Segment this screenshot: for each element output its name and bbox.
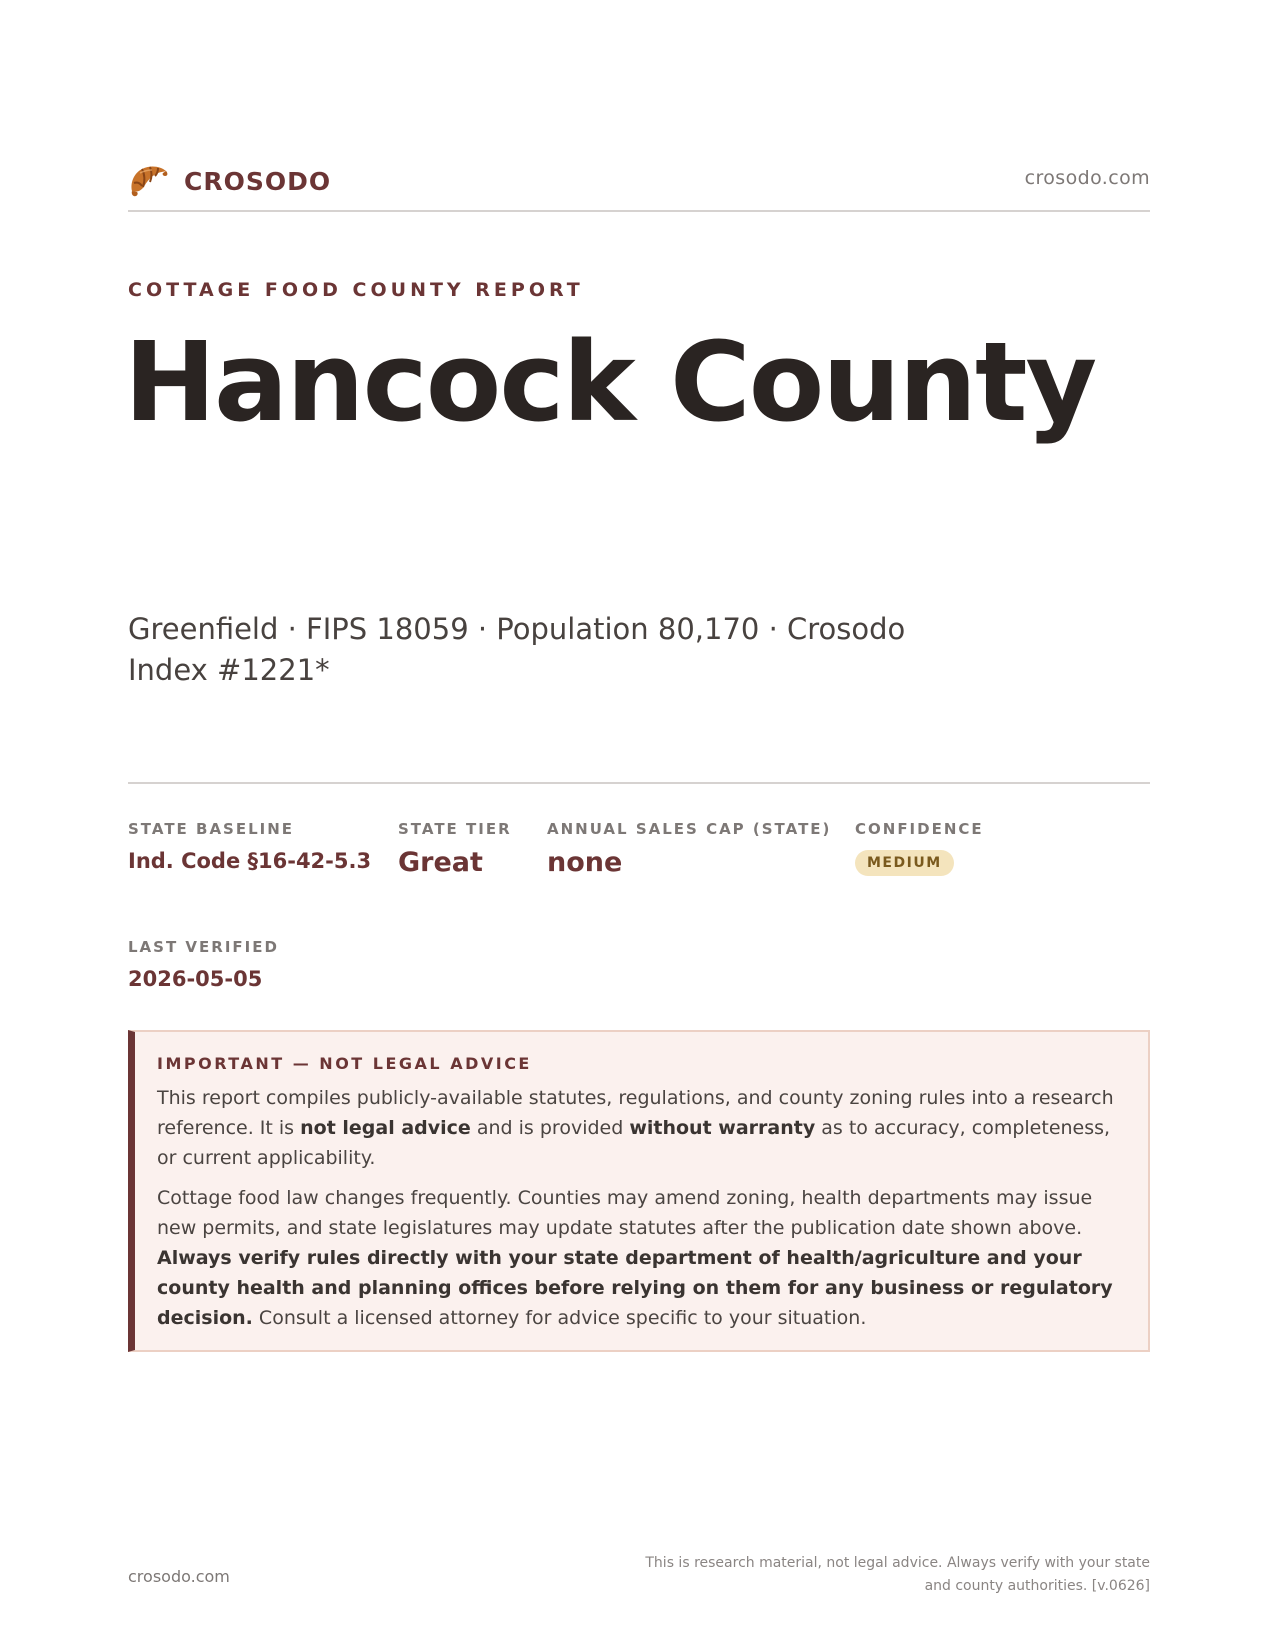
report-eyebrow: COTTAGE FOOD COUNTY REPORT xyxy=(128,279,584,301)
fact-value: none xyxy=(547,847,623,878)
brand[interactable] xyxy=(128,161,331,201)
notice-paragraph xyxy=(157,1183,1124,1333)
fact-label: CONFIDENCE xyxy=(855,820,984,838)
notice-emphasis: without warranty xyxy=(629,1117,816,1139)
notice-text: This report compiles publicly-available statutes, regulations, and county zoning rules into a research reference. It is xyxy=(157,1087,1114,1139)
notice-text: Cottage food law changes frequently. Counties may amend zoning, health departments may issue new permits, and state legislatures may update statutes after the publication date shown above. xyxy=(157,1187,1093,1239)
legal-notice xyxy=(128,1030,1150,1352)
notice-text: Consult a licensed attorney for advice specific to your situation. xyxy=(252,1307,867,1329)
fact-value: 2026-05-05 xyxy=(128,967,263,991)
fact-label: LAST VERIFIED xyxy=(128,938,279,956)
page-title: Hancock County xyxy=(124,318,1096,446)
fact-value: Great xyxy=(398,847,483,878)
fact-last-verified xyxy=(128,938,279,991)
header-divider xyxy=(128,210,1150,212)
fact-value: Ind. Code §16-42-5.3 xyxy=(128,849,372,873)
footer-site-url[interactable]: crosodo.com xyxy=(128,1567,230,1586)
fact-label: ANNUAL SALES CAP (STATE) xyxy=(547,820,832,838)
confidence-badge: MEDIUM xyxy=(855,850,954,876)
county-subtitle: Greenfield · FIPS 18059 · Population 80,170 · Crosodo Index #1221* xyxy=(128,612,906,687)
footer-disclaimer: This is research material, not legal advice. Always verify with your state and county authorities. [v.0626] xyxy=(645,1555,1150,1594)
fact-state-tier xyxy=(398,820,512,878)
fact-confidence xyxy=(855,820,984,876)
notice-emphasis: Always verify rules directly with your state department of health/agriculture and your county health and planning offices before relying on them for any business or regulatory decision. xyxy=(157,1247,1113,1329)
report-page xyxy=(124,0,1150,1650)
site-url-link[interactable]: crosodo.com xyxy=(1024,167,1150,189)
notice-text: and is provided xyxy=(470,1117,630,1139)
fact-label: STATE TIER xyxy=(398,820,512,838)
fact-label: STATE BASELINE xyxy=(128,820,295,838)
notice-title: IMPORTANT — NOT LEGAL ADVICE xyxy=(157,1054,532,1073)
fact-state-baseline xyxy=(128,820,371,873)
croissant-icon xyxy=(128,161,170,201)
page-header xyxy=(128,155,1150,211)
notice-emphasis: not legal advice xyxy=(300,1117,471,1139)
section-divider xyxy=(128,782,1150,784)
fact-sales-cap xyxy=(547,820,831,878)
notice-text: as to accuracy, completeness, or current applicability. xyxy=(157,1117,1111,1169)
brand-name: CROSODO xyxy=(184,166,332,196)
notice-paragraph xyxy=(157,1083,1124,1173)
